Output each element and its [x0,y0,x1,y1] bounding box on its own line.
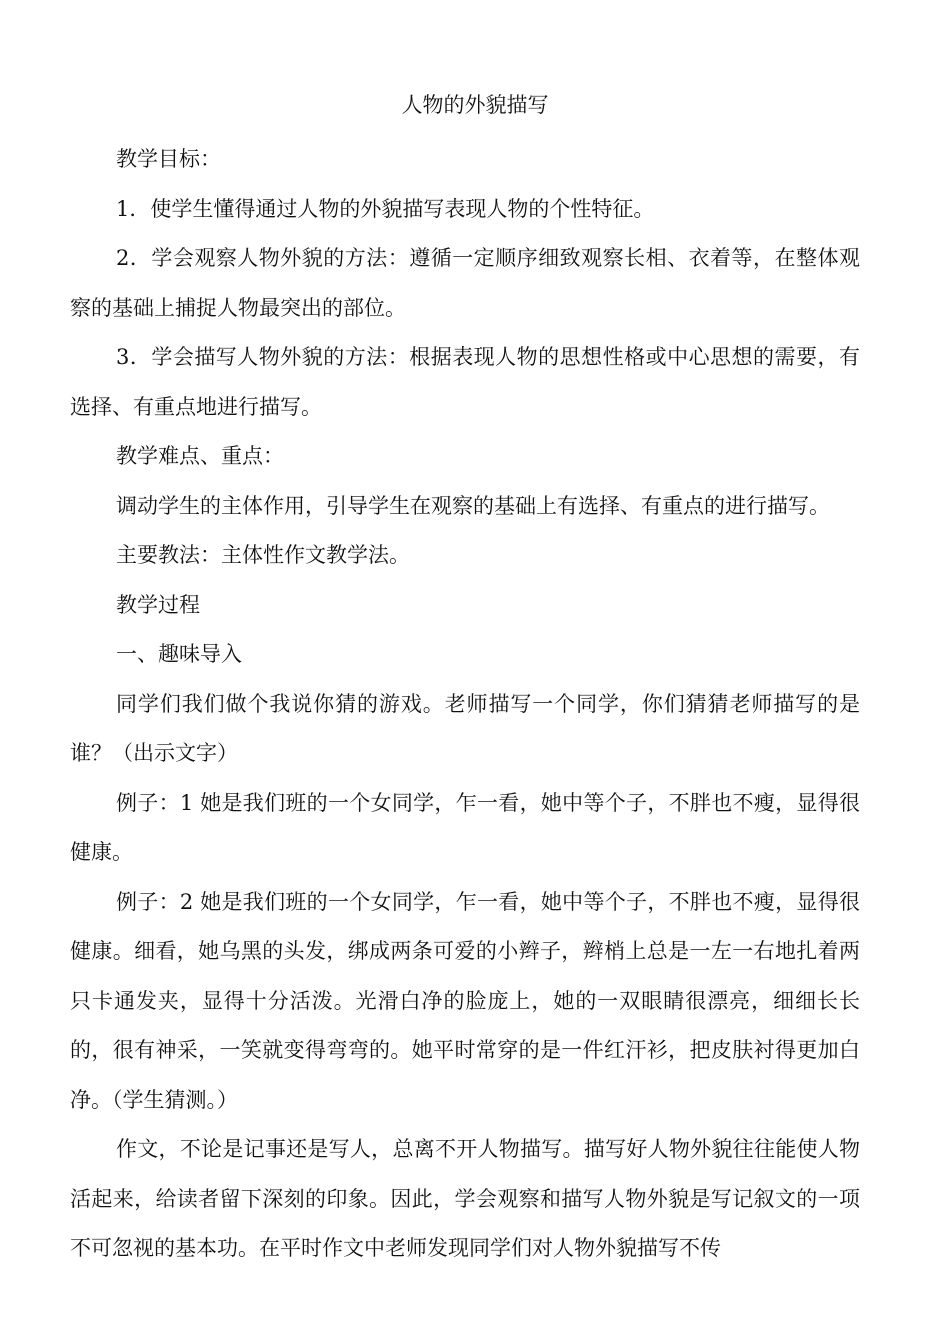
paragraph-goal-2: 2．学会观察人物外貌的方法：遵循一定顺序细致观察长相、衣着等，在整体观察的基础上捕捉人物最突出的部位。 [70,246,860,320]
paragraph-composition-intro: 作文，不论是记事还是写人，总离不开人物描写。描写好人物外貌往往能使人物活起来，给读者留下深刻的印象。因此，学会观察和描写人物外貌是写记叙文的一项不可忽视的基本功。在平时作文中老师发现同学们对人物外貌描写不传 [70,1137,860,1260]
paragraph-example-1: 例子：1 她是我们班的一个女同学，乍一看，她中等个子，不胖也不瘦，显得很健康。 [70,790,860,864]
paragraph-goal-1: 1．使学生懂得通过人物的外貌描写表现人物的个性特征。 [116,196,655,221]
paragraph-section-1-heading: 一、趣味导入 [116,642,242,666]
paragraph-key-points-heading: 教学难点、重点： [116,444,284,468]
paragraph-example-2: 例子：2 她是我们班的一个女同学，乍一看，她中等个子，不胖也不瘦，显得很健康。细看，她乌黑的头发，绑成两条可爱的小辫子，辫梢上总是一左一右地扎着两只卡通发夹，显得十分活泼。光滑白净的脸庞上，她的一双眼睛很漂亮，细细长长的，很有神采，一笑就变得弯弯的。她平时常穿的是一件红汗衫，把皮肤衬得更加白净。（学生猜测。） [70,889,860,1112]
paragraph-teaching-method: 主要教法：主体性作文教学法。 [116,543,410,567]
paragraph-game-intro: 同学们我们做个我说你猜的游戏。老师描写一个同学，你们猜猜老师描写的是谁？（出示文字） [70,691,860,765]
paragraph-teaching-goals-heading: 教学目标： [116,147,221,171]
document-body [70,135,860,1274]
document-title: 人物的外貌描写 [401,93,549,117]
paragraph-key-points: 调动学生的主体作用，引导学生在观察的基础上有选择、有重点的进行描写。 [116,493,830,518]
paragraph-goal-3: 3．学会描写人物外貌的方法：根据表现人物的思想性格或中心思想的需要，有选择、有重点地进行描写。 [70,345,860,419]
paragraph-process-heading: 教学过程 [116,592,200,617]
